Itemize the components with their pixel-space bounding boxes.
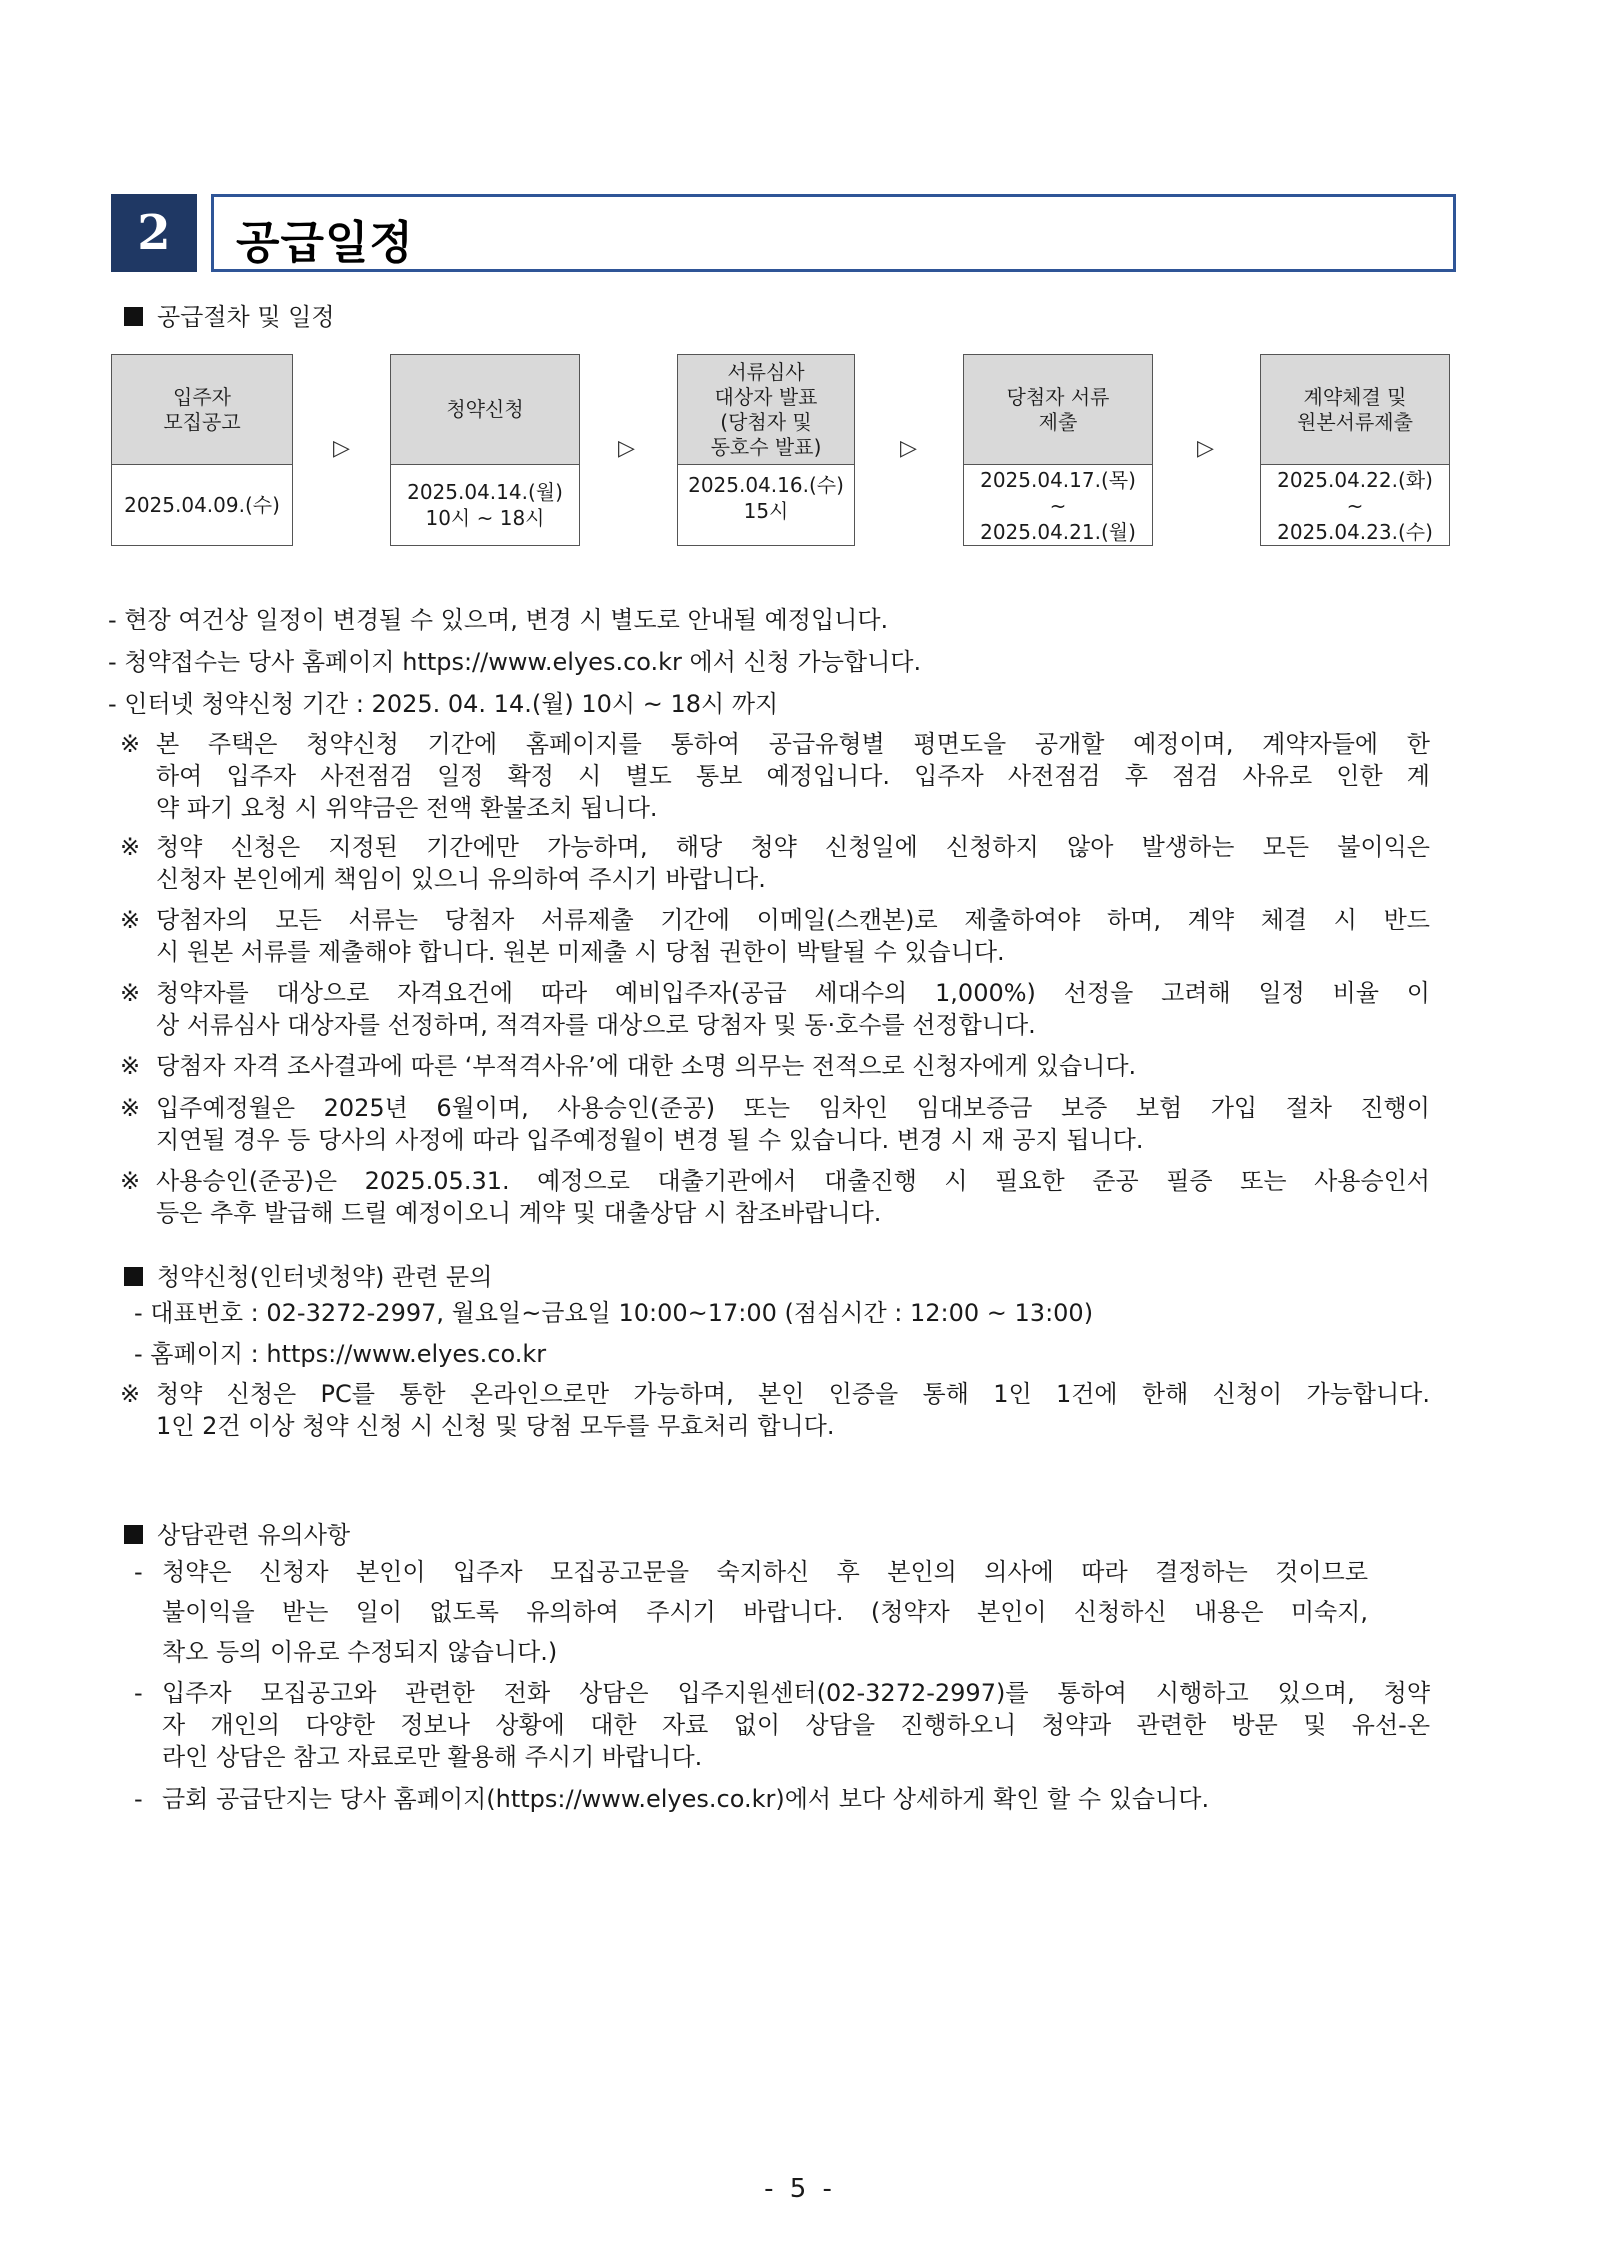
note-1-line-3: 약 파기 요청 시 위약금은 전액 환불조치 됩니다. [156, 794, 658, 822]
step-5-contract [1260, 354, 1450, 546]
square-bullet-icon [124, 1525, 143, 1544]
step-4-title-line-2: 제출 [1038, 409, 1078, 434]
step-4-title-line-1: 당첨자 서류 [1006, 384, 1110, 409]
inquiry-heading-text: 청약신청(인터넷청약) 관련 문의 [157, 1263, 493, 1291]
note-6-line-2: 지연될 경우 등 당사의 사정에 따라 입주예정월이 변경 될 수 있습니다. 변경 시 재 공지 됩니다. [156, 1126, 1144, 1154]
inquiry-note-line-1: 청약 신청은 PC를 통한 온라인으로만 가능하며, 본인 인증을 통해 1인 1건에 한해 신청이 가능합니다. [156, 1380, 1430, 1408]
note-7-line-2: 등은 추후 발급해 드릴 예정이오니 계약 및 대출상담 시 참조바랍니다. [156, 1199, 882, 1227]
dash-note-3: - 인터넷 청약신청 기간 : 2025. 04. 14.(월) 10시 ~ 18시 까지 [108, 690, 779, 718]
step-5-title-line-1: 계약체결 및 [1303, 384, 1407, 409]
flow-arrow-icon: ▷ [1197, 436, 1214, 461]
step-5-date-line-2: ~ [1346, 494, 1364, 518]
step-4-date-line-2: ~ [1049, 494, 1067, 518]
consult-item-2-line-3: 라인 상담은 참고 자료로만 활용해 주시기 바랍니다. [162, 1743, 703, 1771]
step-1-title [112, 355, 292, 465]
step-3-date-line-1: 2025.04.16.(수) [688, 473, 844, 497]
note-mark: ※ [120, 1167, 141, 1195]
inquiry-homepage: - 홈페이지 : https://www.elyes.co.kr [134, 1340, 547, 1368]
note-3-line-1: 당첨자의 모든 서류는 당첨자 서류제출 기간에 이메일(스캔본)로 제출하여야 하며, 계약 체결 시 반드 [156, 906, 1430, 934]
step-1-title-line-1: 입주자 [173, 384, 231, 409]
note-mark: ※ [120, 833, 141, 861]
consult-heading [124, 1515, 350, 1550]
section-number: 2 [111, 194, 197, 272]
consult-item-2-line-1: 입주자 모집공고와 관련한 전화 상담은 입주지원센터(02-3272-2997)를 통하여 시행하고 있으며, 청약 [162, 1679, 1430, 1707]
note-mark: ※ [120, 906, 141, 934]
consult-dash: - [134, 1785, 143, 1813]
step-1-date-line-1: 2025.04.09.(수) [124, 493, 280, 517]
inquiry-heading [124, 1257, 492, 1292]
note-mark: ※ [120, 730, 141, 758]
step-4-date-line-1: 2025.04.17.(목) [980, 468, 1136, 492]
note-2-line-1: 청약 신청은 지정된 기간에만 가능하며, 해당 청약 신청일에 신청하지 않아 발생하는 모든 불이익은 [156, 833, 1430, 861]
inquiry-phone: - 대표번호 : 02-3272-2997, 월요일~금요일 10:00~17:00 (점심시간 : 12:00 ~ 13:00) [134, 1299, 1094, 1327]
consult-item-1-line-1: 청약은 신청자 본인이 입주자 모집공고문을 숙지하신 후 본인의 의사에 따라 결정하는 것이므로 [162, 1558, 1368, 1586]
consult-item-2-line-2: 자 개인의 다양한 정보나 상황에 대한 자료 없이 상담을 진행하오니 청약과 관련한 방문 및 유선-온 [162, 1711, 1430, 1739]
consult-dash: - [134, 1679, 143, 1707]
consult-heading-text: 상담관련 유의사항 [157, 1521, 351, 1549]
step-2-date-line-1: 2025.04.14.(월) [407, 480, 563, 504]
section-title-box [211, 194, 1456, 272]
note-5-line-1: 당첨자 자격 조사결과에 따른 ‘부적격사유’에 대한 소명 의무는 전적으로 신청자에게 있습니다. [156, 1052, 1137, 1080]
step-1-date [112, 465, 292, 545]
step-4-date [964, 465, 1152, 545]
procedure-heading [124, 297, 335, 332]
inquiry-note-line-2: 1인 2건 이상 청약 신청 시 신청 및 당첨 모두를 무효처리 합니다. [156, 1412, 835, 1440]
dash-note-2: - 청약접수는 당사 홈페이지 https://www.elyes.co.kr 에서 신청 가능합니다. [108, 648, 922, 676]
square-bullet-icon [124, 307, 143, 326]
note-mark: ※ [120, 1094, 141, 1122]
step-2-title-line-1: 청약신청 [446, 397, 524, 421]
step-3-date-line-2: 15시 [743, 499, 789, 523]
note-6-line-1: 입주예정월은 2025년 6월이며, 사용승인(준공) 또는 임차인 임대보증금 보증 보험 가입 절차 진행이 [156, 1094, 1430, 1122]
note-1-line-2: 하여 입주자 사전점검 일정 확정 시 별도 통보 예정입니다. 입주자 사전점검 후 점검 사유로 인한 계 [156, 762, 1430, 790]
section-header [111, 194, 1456, 272]
step-1-title-line-2: 모집공고 [163, 409, 241, 434]
note-7-line-1: 사용승인(준공)은 2025.05.31. 예정으로 대출기관에서 대출진행 시 필요한 준공 필증 또는 사용승인서 [156, 1167, 1430, 1195]
step-5-title-line-2: 원본서류제출 [1297, 409, 1413, 434]
consult-dash: - [134, 1558, 143, 1586]
note-mark: ※ [120, 1052, 141, 1080]
consult-item-1-line-2: 불이익을 받는 일이 없도록 유의하여 주시기 바랍니다. (청약자 본인이 신청하신 내용은 미숙지, [162, 1598, 1368, 1626]
step-3-screening [677, 354, 855, 546]
step-5-date-line-3: 2025.04.23.(수) [1277, 520, 1433, 544]
step-3-title [678, 355, 854, 465]
step-5-date [1261, 465, 1449, 545]
flow-arrow-icon: ▷ [618, 436, 635, 461]
note-mark: ※ [120, 979, 141, 1007]
square-bullet-icon [124, 1267, 143, 1286]
step-3-date [678, 465, 854, 545]
step-3-title-line-2: 대상자 발표 [714, 384, 818, 409]
step-1-announcement [111, 354, 293, 546]
step-2-title [391, 355, 579, 465]
note-4-line-2: 상 서류심사 대상자를 선정하며, 적격자를 대상으로 당첨자 및 동·호수를 선정합니다. [156, 1011, 1036, 1039]
note-3-line-2: 시 원본 서류를 제출해야 합니다. 원본 미제출 시 당첨 권한이 박탈될 수 있습니다. [156, 938, 1005, 966]
step-5-title [1261, 355, 1449, 465]
step-2-date-line-2: 10시 ~ 18시 [425, 506, 545, 530]
procedure-heading-text: 공급절차 및 일정 [157, 303, 335, 331]
flow-arrow-icon: ▷ [900, 436, 917, 461]
note-mark: ※ [120, 1380, 141, 1408]
step-5-date-line-1: 2025.04.22.(화) [1277, 468, 1433, 492]
note-1-line-1: 본 주택은 청약신청 기간에 홈페이지를 통하여 공급유형별 평면도을 공개할 예정이며, 계약자들에 한 [156, 730, 1430, 758]
dash-note-1: - 현장 여건상 일정이 변경될 수 있으며, 변경 시 별도로 안내될 예정입니다. [108, 606, 889, 634]
section-title: 공급일정 [236, 216, 414, 269]
step-4-date-line-3: 2025.04.21.(월) [980, 520, 1136, 544]
step-2-application [390, 354, 580, 546]
step-4-document-submission [963, 354, 1153, 546]
step-4-title [964, 355, 1152, 465]
note-2-line-2: 신청자 본인에게 책임이 있으니 유의하여 주시기 바랍니다. [156, 865, 766, 893]
note-4-line-1: 청약자를 대상으로 자격요건에 따라 예비입주자(공급 세대수의 1,000%) 선정을 고려해 일정 비율 이 [156, 979, 1430, 1007]
step-3-title-line-1: 서류심사 [727, 359, 805, 384]
flow-arrow-icon: ▷ [333, 436, 350, 461]
step-3-title-line-3: (당첨자 및 [720, 409, 812, 434]
step-3-title-line-4: 동호수 발표) [710, 434, 822, 459]
consult-item-3-line-1: 금회 공급단지는 당사 홈페이지(https://www.elyes.co.kr)에서 보다 상세하게 확인 할 수 있습니다. [162, 1785, 1210, 1813]
consult-item-1-line-3: 착오 등의 이유로 수정되지 않습니다.) [162, 1638, 558, 1666]
page-number: - 5 - [764, 2174, 836, 2204]
step-2-date [391, 465, 579, 545]
